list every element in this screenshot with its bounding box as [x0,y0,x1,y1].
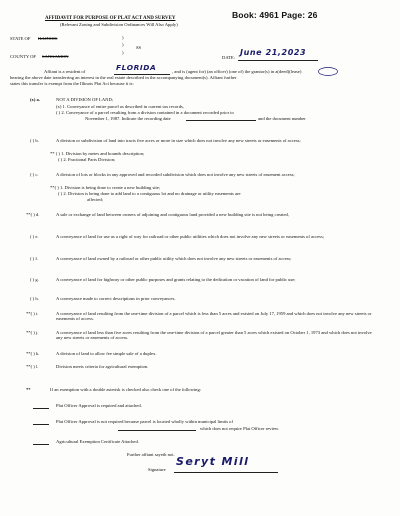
venue-brace: ) [122,50,124,55]
state-label: STATE OF [10,36,31,41]
document-subtitle: (Relevant Zoning and Subdivision Ordinances Will Also Apply) [60,22,178,27]
item-a-mark[interactable]: (x) a. [30,97,40,102]
county-label: COUNTY OF [10,54,36,59]
item-l-text: Division meets criteria for agricultural exemption. [56,364,149,369]
option-plat-officer-required: Plat Officer Approval is required and attached. [56,403,142,408]
option1-check-line[interactable] [33,408,49,409]
item-a-docnum-label: and the document number [258,116,306,121]
double-asterisk-note-mark: ** [26,387,31,392]
intro-grantor-text: , and is (agent for) (an officer) (one of) the grantor(s) in a(deed)(lease) [172,69,302,74]
intro-resident-label: Affiant is a resident of [44,69,86,74]
option-plat-officer-not-required: Plat Officer Approval is not required because parcel is located wholly within municipal limits of [56,419,233,424]
intro-line3: states this transfer is exempt from the Illinois Plat Act because it is: [10,81,134,86]
item-i-mark[interactable]: **( ) i. [26,311,39,316]
ss-label: SS [136,45,142,50]
item-i-text: A conveyance of land resulting from the one-time division of a parcel which is less than 5 acres and existed on July 17, 1959 and which does not involve any new streets or easements of access. [56,311,372,322]
double-asterisk-note: If an exemption with a double asterisk is checked also check one of the following: [50,387,202,392]
item-k-text: A division of land to allow fee simple sale of a duplex. [56,351,157,356]
item-a-sub1[interactable]: (x) 1. Conveyance of entire parcel as described in current tax records, [56,104,184,109]
item-d-mark[interactable]: **( ) d. [26,212,40,217]
option2-check-line[interactable] [33,424,49,425]
item-c-mark[interactable]: ( ) c. [30,172,39,177]
item-d-text: A sale or exchange of land between owners of adjoining and contiguous land provided a new building site is not being created, [56,212,289,217]
option2-line2: which does not require Plat Officer review. [200,426,280,431]
further-affiant-sayeth: Further affiant sayeth not. [127,452,175,457]
item-b-sub2[interactable]: ( ) 2. Fractional Parts Division; [58,157,116,162]
item-e-mark[interactable]: ( ) e. [30,234,39,239]
document-title: AFFIDAVIT FOR PURPOSE OF PLAT ACT AND SURVEY [45,16,176,21]
book-page-stamp: Book: 4961 Page: 26 [232,10,318,20]
signature-value: Seryt Mill [176,455,250,468]
option-agricultural-certificate: Agricultural Exemption Certificate Attached. [56,439,139,444]
signature-label: Signature [148,467,166,472]
date-value: June 21,2023 [240,48,307,57]
item-c-sub2-line2: affected; [87,197,103,202]
item-j-text: A conveyance of land less than five acres resulting from the one-time division of a parcel greater than 5 acres which existed on October 1, 1973 and which does not involve any new streets or easements of access. [56,330,372,341]
municipality-field[interactable] [118,430,196,431]
intro-line2: bearing the above date transferring an interest in the real estate described in the accompanying document(s). Affiant further [10,75,237,80]
county-value: SANGAMON [42,54,69,59]
venue-brace: ) [122,42,124,47]
item-b-text: A division or subdivision of land into tracts five acres or more in size which does not involve any new streets or easements of access; [56,138,301,143]
item-h-text: A conveyance made to correct descriptions in prior conveyances. [56,296,176,301]
item-a-sub2[interactable]: ( ) 2. Conveyance of a parcel resulting from a division contained in a document recorded prior to [56,110,234,115]
item-e-text: A conveyance of land for use as a right of way for railroad or other public utilities which does not involve any new streets or easements of access; [56,234,325,239]
date-label: DATE: [222,55,236,60]
item-h-mark[interactable]: ( ) h. [30,296,39,301]
item-k-mark[interactable]: **( ) k. [26,351,40,356]
item-g-text: A conveyance of land for highway or other public purposes and grants relating to the dedication or vacation of land for public use; [56,277,296,282]
item-c-text: A division of lots or blocks in any approved and recorded subdivision which does not involve any new streets of easement access; [56,172,295,177]
item-b-mark[interactable]: ( ) b. [30,138,39,143]
item-a-text: NOT A DIVISION OF LAND; [56,97,114,102]
item-g-mark[interactable]: ( ) g. [30,277,39,282]
item-j-mark[interactable]: **( ) j. [26,330,39,335]
date-underline [238,60,318,61]
item-l-mark[interactable]: **( ) l. [26,364,39,369]
item-c-sub1[interactable]: **( ) 1. Division is being done to create a new building site; [50,185,161,190]
resident-state: FLORIDA [116,63,157,72]
item-a-sub2-line2: November 1, 1987. Indicate the recording date [85,116,171,121]
item-b-sub1[interactable]: ** ( ) 1. Division by metes and bounds description; [50,151,145,156]
venue-brace: ) [122,35,124,40]
item-f-text: A conveyance of land owned by a railroad or other public utility which does not involve any new streets or easements of access; [56,256,292,261]
state-value: ILLINOIS [38,36,58,41]
signature-line[interactable] [174,472,278,473]
item-c-sub2[interactable]: ( ) 2. Division is being done to add land to a contiguous lot and no drainage or utility easements are [58,191,241,196]
option3-check-line[interactable] [33,444,49,445]
item-f-mark[interactable]: ( ) f. [30,256,39,261]
recording-date-field[interactable] [186,120,256,121]
